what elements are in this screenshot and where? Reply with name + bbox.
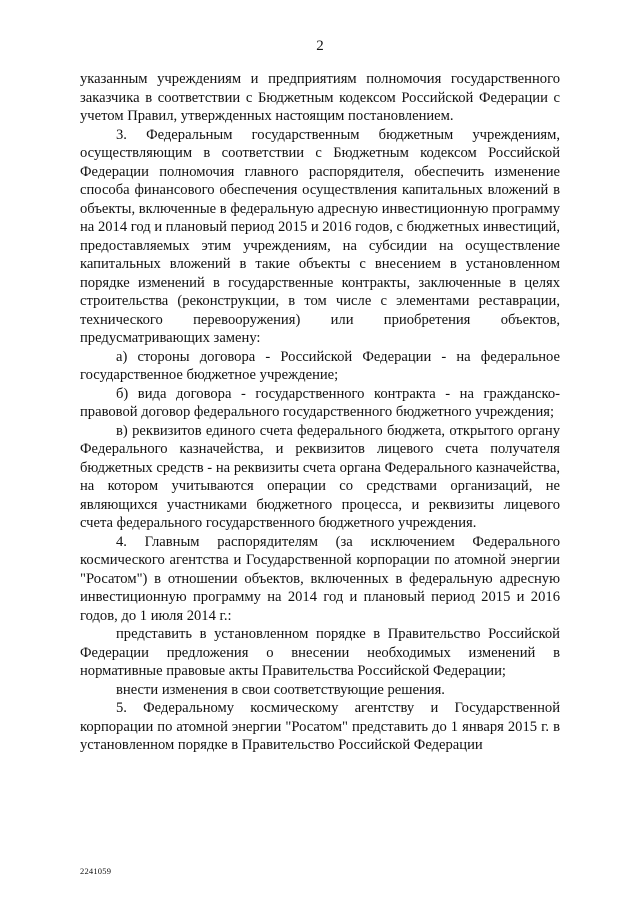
paragraph-item-4: 4. Главным распорядителям (за исключением Федерального космического агентства и Государственной корпорации по атомной энергии "Росатом") в отношении объектов, включенных в федеральную адресную инвестиционную программу на 2014 год и плановый период 2015 и 2016 годов, до 1 июля 2014 г.:	[80, 533, 560, 624]
paragraph-item-3: 3. Федеральным государственным бюджетным учреждениям, осуществляющим в соответствии с Бюджетным кодексом Российской Федерации полномочия главного распорядителя, обеспечить изменение способа финансового обеспечения осуществления капитальных вложений в объекты, включенные в федеральную адресную инвестиционную программу на 2014 год и плановый период 2015 и 2016 годов, с бюджетных инвестиций, предоставляемых этим учреждениям, на субсидии на осуществление капитальных вложений в такие объекты с внесением в установленном порядке изменений в государственные контракты, заключенные в целях строительства (реконструкции, в том числе с элементами реставрации, технического перевооружения) или приобретения объектов, предусматривающих замену:	[80, 126, 560, 346]
paragraph-subitem-a: а) стороны договора - Российской Федерации - на федеральное государственное бюджетное учреждение;	[80, 348, 560, 383]
paragraph-item-5: 5. Федеральному космическому агентству и Государственной корпорации по атомной энергии "Росатом" представить до 1 января 2015 г. в установленном порядке в Правительство Российской Федерации	[80, 700, 560, 753]
page-number: 2	[316, 38, 324, 54]
paragraph-continuation: указанным учреждениям и предприятиям полномочия государственного заказчика в соответствии с Бюджетным кодексом Российской Федерации с учетом Правил, утвержденных настоящим постановлением.	[80, 71, 560, 124]
document-code: 2241059	[80, 866, 112, 876]
document-body	[80, 70, 560, 755]
paragraph-item-4-present: представить в установленном порядке в Правительство Российской Федерации предложения о внесении необходимых изменений в нормативные правовые акты Правительства Российской Федерации;	[80, 626, 560, 679]
paragraph-subitem-b: б) вида договора - государственного контракта - на гражданско-правовой договор федерального государственного бюджетного учреждения;	[80, 385, 560, 420]
paragraph-subitem-v: в) реквизитов единого счета федерального бюджета, открытого органу Федерального казначейства, и реквизитов лицевого счета получателя бюджетных средств - на реквизиты счета органа Федерального казначейства, на котором учитываются операции со средствами организаций, не являющихся участниками бюджетного процесса, и реквизиты лицевого счета федерального государственного бюджетного учреждения.	[80, 422, 560, 531]
paragraph-item-4-amend: внести изменения в свои соответствующие решения.	[116, 681, 445, 698]
